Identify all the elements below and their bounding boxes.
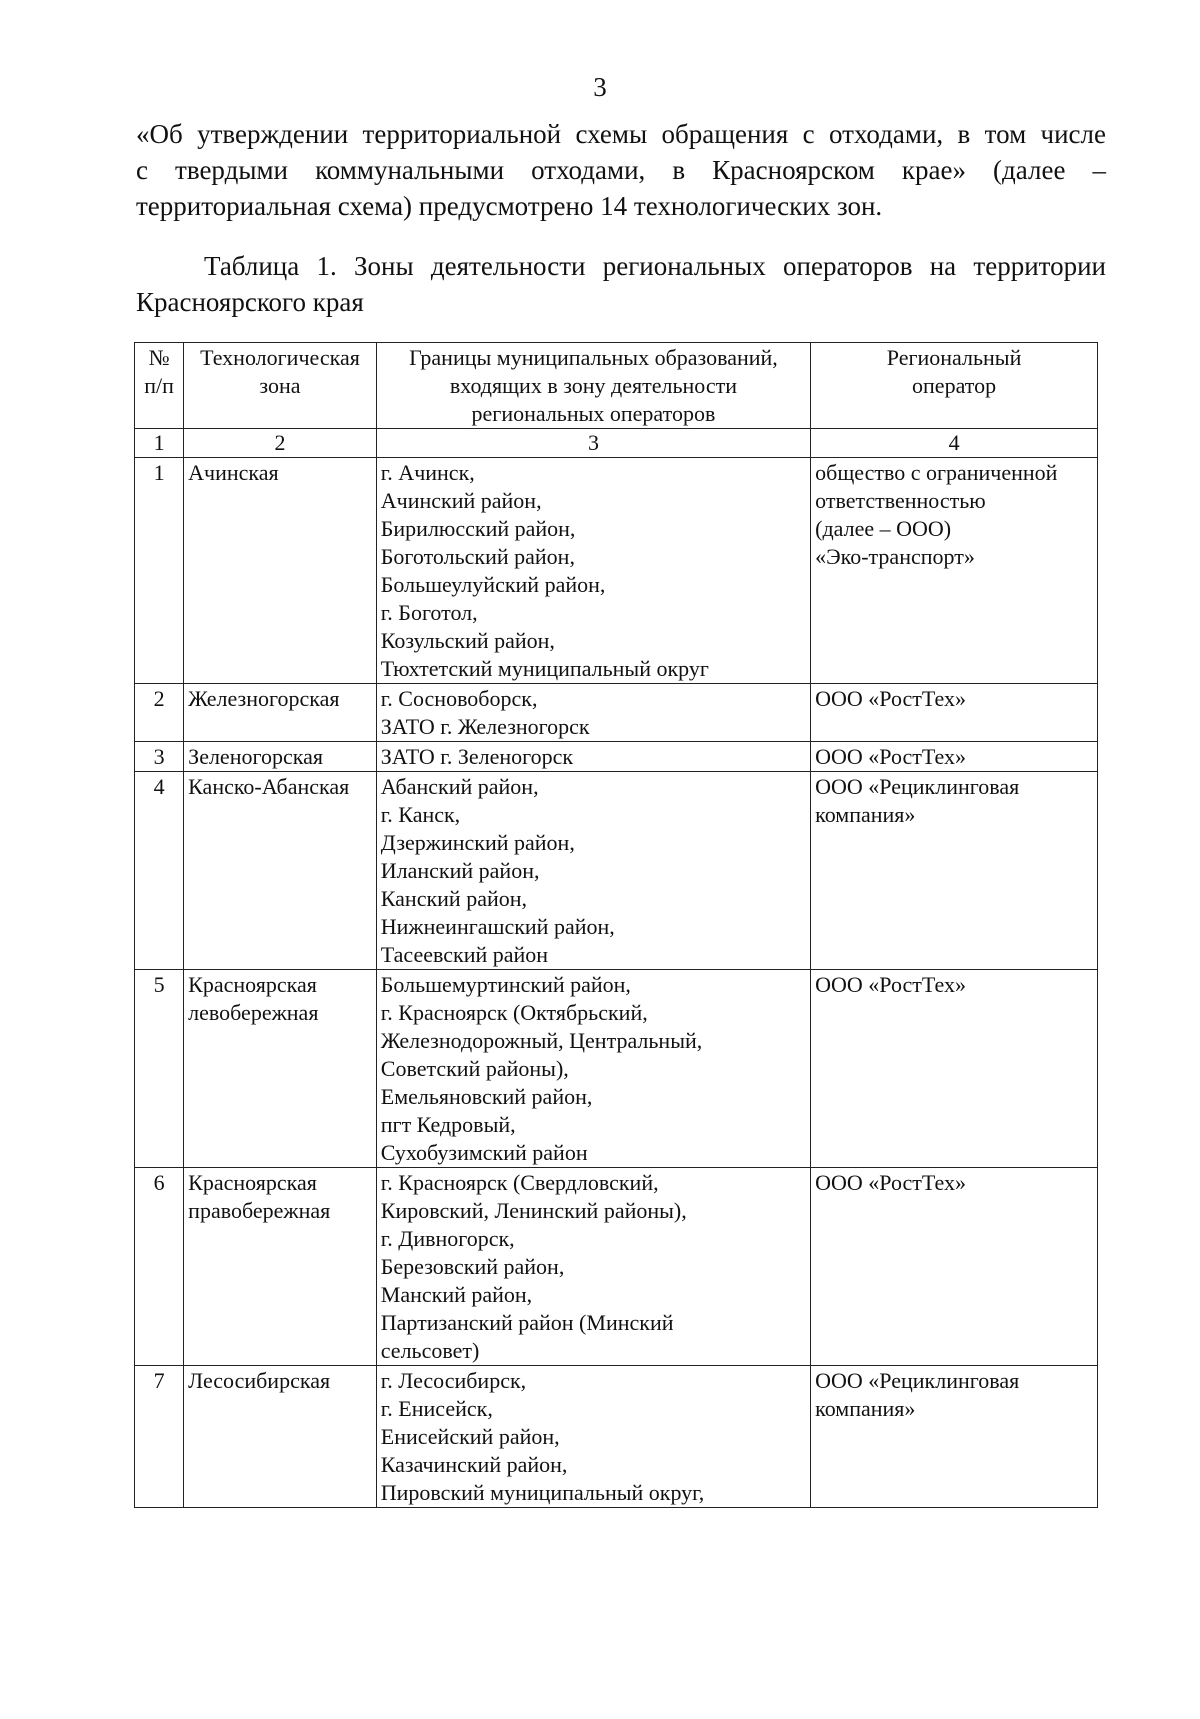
- bounds-cell-line: Бирилюсский район,: [380, 516, 576, 541]
- operator-cell: [811, 970, 1098, 1168]
- zone-name-cell-line: левобережная: [188, 1000, 319, 1025]
- operator-cell-line: ООО «РостТех»: [815, 686, 966, 711]
- header-operator: [811, 343, 1098, 429]
- table-index-row: [135, 429, 1098, 458]
- operator-cell-line: общество с ограниченной: [815, 460, 1058, 485]
- header-line: Границы муниципальных образований,: [409, 345, 778, 370]
- bounds-cell-line: Партизанский район (Минский: [380, 1310, 674, 1335]
- zone-name-cell-line: Красноярская: [188, 972, 317, 997]
- operator-cell-line: (далее – ООО): [815, 516, 952, 541]
- table-row: [135, 742, 1098, 772]
- bounds-cell-line: Тасеевский район: [380, 942, 549, 967]
- operator-cell: [811, 742, 1098, 772]
- bounds-cell-line: ЗАТО г. Зеленогорск: [380, 744, 574, 769]
- caption-line: Таблица 1. Зоны деятельности региональных операторов на территории: [204, 251, 1106, 281]
- bounds-cell-line: Большеулуйский район,: [380, 572, 606, 597]
- header-line: Региональный: [886, 345, 1022, 370]
- zone-name-cell: [184, 772, 377, 970]
- row-number: 2: [135, 684, 184, 742]
- bounds-cell-line: сельсовет): [380, 1338, 480, 1363]
- zone-name-cell-line: Канско-Абанская: [188, 774, 350, 799]
- row-number: 3: [135, 742, 184, 772]
- row-number: 5: [135, 970, 184, 1168]
- header-line: входящих в зону деятельности: [449, 373, 737, 398]
- bounds-cell: [376, 1366, 810, 1508]
- table-caption: [136, 248, 1106, 320]
- bounds-cell-line: г. Боготол,: [380, 600, 478, 625]
- operator-cell-line: ООО «Рециклинговая: [815, 774, 1020, 799]
- bounds-cell-line: Большемуртинский район,: [380, 972, 631, 997]
- bounds-cell-line: Емельяновский район,: [380, 1084, 593, 1109]
- bounds-cell: [376, 1168, 810, 1366]
- bounds-cell-line: г. Красноярск (Октябрьский,: [380, 1000, 648, 1025]
- bounds-cell-line: Советский районы),: [380, 1056, 569, 1081]
- bounds-cell-line: г. Дивногорск,: [380, 1226, 515, 1251]
- bounds-cell-line: Березовский район,: [380, 1254, 565, 1279]
- intro-paragraph: [136, 116, 1106, 224]
- header-line: оператор: [912, 373, 997, 398]
- bounds-cell-line: Козульский район,: [380, 628, 555, 653]
- zone-name-cell: [184, 742, 377, 772]
- bounds-cell-line: Енисейский район,: [380, 1424, 560, 1449]
- intro-line: «Об утверждении территориальной схемы обращения с отходами, в том числе: [136, 119, 1106, 149]
- operator-cell-line: ООО «РостТех»: [815, 1170, 966, 1195]
- bounds-cell-line: Кировский, Ленинский районы),: [380, 1198, 687, 1223]
- table-body: [135, 458, 1098, 1508]
- zone-name-cell: [184, 458, 377, 684]
- bounds-cell: [376, 970, 810, 1168]
- zones-table: [134, 342, 1098, 1508]
- bounds-cell-line: Тюхтетский муниципальный округ: [380, 656, 709, 681]
- operator-cell-line: компания»: [815, 1396, 916, 1421]
- operator-cell: [811, 772, 1098, 970]
- table-row: [135, 458, 1098, 684]
- table-row: [135, 684, 1098, 742]
- table-row: [135, 970, 1098, 1168]
- table-header-row: [135, 343, 1098, 429]
- operator-cell-line: ООО «РостТех»: [815, 744, 966, 769]
- bounds-cell-line: Боготольский район,: [380, 544, 575, 569]
- zone-name-cell-line: Красноярская: [188, 1170, 317, 1195]
- operator-cell: [811, 1366, 1098, 1508]
- bounds-cell: [376, 742, 810, 772]
- header-line: зона: [259, 373, 301, 398]
- zone-name-cell-line: Ачинская: [188, 460, 279, 485]
- bounds-cell-line: Казачинский район,: [380, 1452, 568, 1477]
- header-zone: [184, 343, 377, 429]
- intro-line: с твердыми коммунальными отходами, в Красноярском крае» (далее –: [136, 155, 1106, 185]
- bounds-cell-line: г. Енисейск,: [380, 1396, 493, 1421]
- header-num: [135, 343, 184, 429]
- page-number: 3: [593, 72, 607, 102]
- table-row: [135, 1168, 1098, 1366]
- operator-cell: [811, 458, 1098, 684]
- zone-name-cell-line: правобережная: [188, 1198, 331, 1223]
- bounds-cell-line: Нижнеингашский район,: [380, 914, 615, 939]
- intro-line: территориальная схема) предусмотрено 14 технологических зон.: [136, 191, 883, 221]
- bounds-cell-line: г. Красноярск (Свердловский,: [380, 1170, 659, 1195]
- bounds-cell: [376, 458, 810, 684]
- bounds-cell-line: пгт Кедровый,: [380, 1112, 516, 1137]
- operator-cell-line: ответственностью: [815, 488, 986, 513]
- bounds-cell: [376, 684, 810, 742]
- bounds-cell-line: ЗАТО г. Железногорск: [380, 714, 590, 739]
- bounds-cell-line: г. Ачинск,: [380, 460, 475, 485]
- bounds-cell-line: Канский район,: [380, 886, 527, 911]
- bounds-cell-line: г. Сосновоборск,: [380, 686, 538, 711]
- header-line: региональных операторов: [471, 401, 716, 426]
- caption-line: Красноярского края: [136, 287, 364, 317]
- zone-name-cell: [184, 1366, 377, 1508]
- bounds-cell-line: Абанский район,: [380, 774, 539, 799]
- zone-name-cell-line: Зеленогорская: [188, 744, 323, 769]
- operator-cell-line: ООО «РостТех»: [815, 972, 966, 997]
- bounds-cell-line: Дзержинский район,: [380, 830, 575, 855]
- header-line: №: [148, 345, 170, 370]
- row-number: 7: [135, 1366, 184, 1508]
- bounds-cell-line: Ачинский район,: [380, 488, 542, 513]
- zone-name-cell: [184, 684, 377, 742]
- index-cell: 1: [135, 429, 184, 458]
- table-row: [135, 1366, 1098, 1508]
- row-number: 1: [135, 458, 184, 684]
- header-bounds: [376, 343, 810, 429]
- index-cell: 3: [376, 429, 810, 458]
- zone-name-cell: [184, 1168, 377, 1366]
- operator-cell: [811, 684, 1098, 742]
- operator-cell-line: компания»: [815, 802, 916, 827]
- bounds-cell-line: Иланский район,: [380, 858, 540, 883]
- zone-name-cell: [184, 970, 377, 1168]
- header-line: п/п: [144, 373, 174, 398]
- bounds-cell-line: г. Лесосибирск,: [380, 1368, 527, 1393]
- operator-cell: [811, 1168, 1098, 1366]
- bounds-cell: [376, 772, 810, 970]
- row-number: 4: [135, 772, 184, 970]
- operator-cell-line: «Эко-транспорт»: [815, 544, 975, 569]
- bounds-cell-line: Манский район,: [380, 1282, 533, 1307]
- bounds-cell-line: Сухобузимский район: [380, 1140, 588, 1165]
- row-number: 6: [135, 1168, 184, 1366]
- index-cell: 4: [811, 429, 1098, 458]
- zone-name-cell-line: Лесосибирская: [188, 1368, 331, 1393]
- bounds-cell-line: Пировский муниципальный округ,: [380, 1480, 705, 1505]
- bounds-cell-line: Железнодорожный, Центральный,: [380, 1028, 703, 1053]
- index-cell: 2: [184, 429, 377, 458]
- zone-name-cell-line: Железногорская: [188, 686, 340, 711]
- operator-cell-line: ООО «Рециклинговая: [815, 1368, 1020, 1393]
- table-row: [135, 772, 1098, 970]
- header-line: Технологическая: [200, 345, 360, 370]
- bounds-cell-line: г. Канск,: [380, 802, 461, 827]
